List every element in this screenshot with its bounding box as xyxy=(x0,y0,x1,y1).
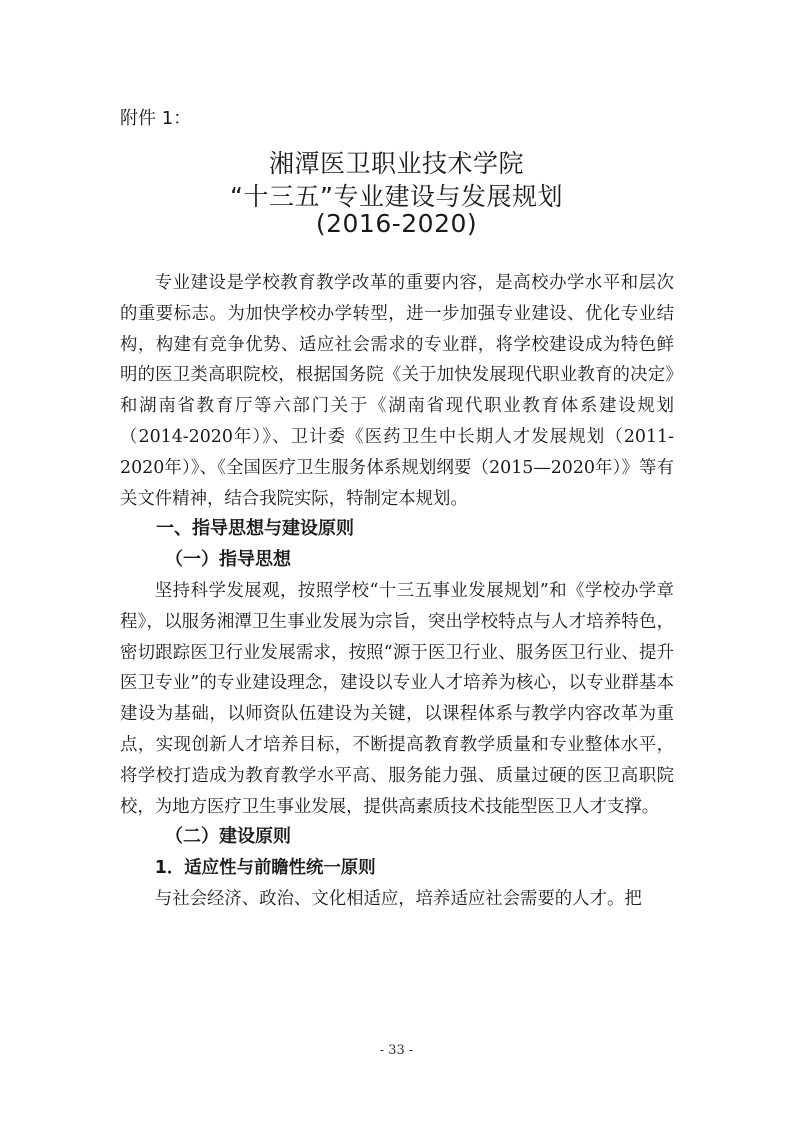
title-plan-name: “十三五”专业建设与发展规划 xyxy=(230,182,563,211)
page-number: - 33 - xyxy=(379,1043,414,1058)
principle-paragraph-adaptability: 与社会经济、政治、文化相适应，培养适应社会需要的人才。把 xyxy=(154,888,642,909)
title-years: (2016-2020) xyxy=(315,209,478,238)
subsection-heading-guiding-thought: （一）指导思想 xyxy=(165,549,291,571)
title-institution: 湘潭医卫职业技术学院 xyxy=(268,149,524,178)
document-body xyxy=(120,268,674,915)
section-heading-guiding-principles: 一、指导思想与建设原则 xyxy=(156,518,354,540)
intro-paragraph: 专业建设是学校教育教学改革的重要内容，是高校办学水平和层次的重要标志。为加快学校办学转型，进一步加强专业建设、优化专业结构，构建有竞争优势、适应社会需求的专业群，将学校建设成为特色鲜明的医卫类高职院校，根据国务院《关于加快发展现代职业教育的决定》和湖南省教育厅等六部门关于《湖南省现代职业教育体系建设规划（2014-2020年）》、卫计委《医药卫生中长期人才发展规划（2011-2020年）》、《全国医疗卫生服务体系规划纲要（2015—2020年）》等有关文件精神，结合我院实际，特制定本规划。 xyxy=(120,273,674,509)
attachment-label: 附件 1： xyxy=(120,108,192,129)
subsection-heading-construction-principles: （二）建设原则 xyxy=(165,826,291,848)
principle-heading-adaptability: 1．适应性与前瞻性统一原则 xyxy=(154,858,376,879)
guiding-thought-paragraph: 坚持科学发展观，按照学校“十三五事业发展规划”和《学校办学章程》，以服务湘潭卫生事业发展为宗旨，突出学校特点与人才培养特色，密切跟踪医卫行业发展需求，按照“源于医卫行业、服务医卫行业、提升医卫专业”的专业建设理念，建设以专业人才培养为核心，以专业群基本建设为基础，以师资队伍建设为关键，以课程体系与教学内容改革为重点，实现创新人才培养目标，不断提高教育教学质量和专业整体水平，将学校打造成为教育教学水平高、服务能力强、质量过硬的医卫高职院校，为地方医疗卫生事业发展，提供高素质技术技能型医卫人才支撑。 xyxy=(120,580,674,817)
